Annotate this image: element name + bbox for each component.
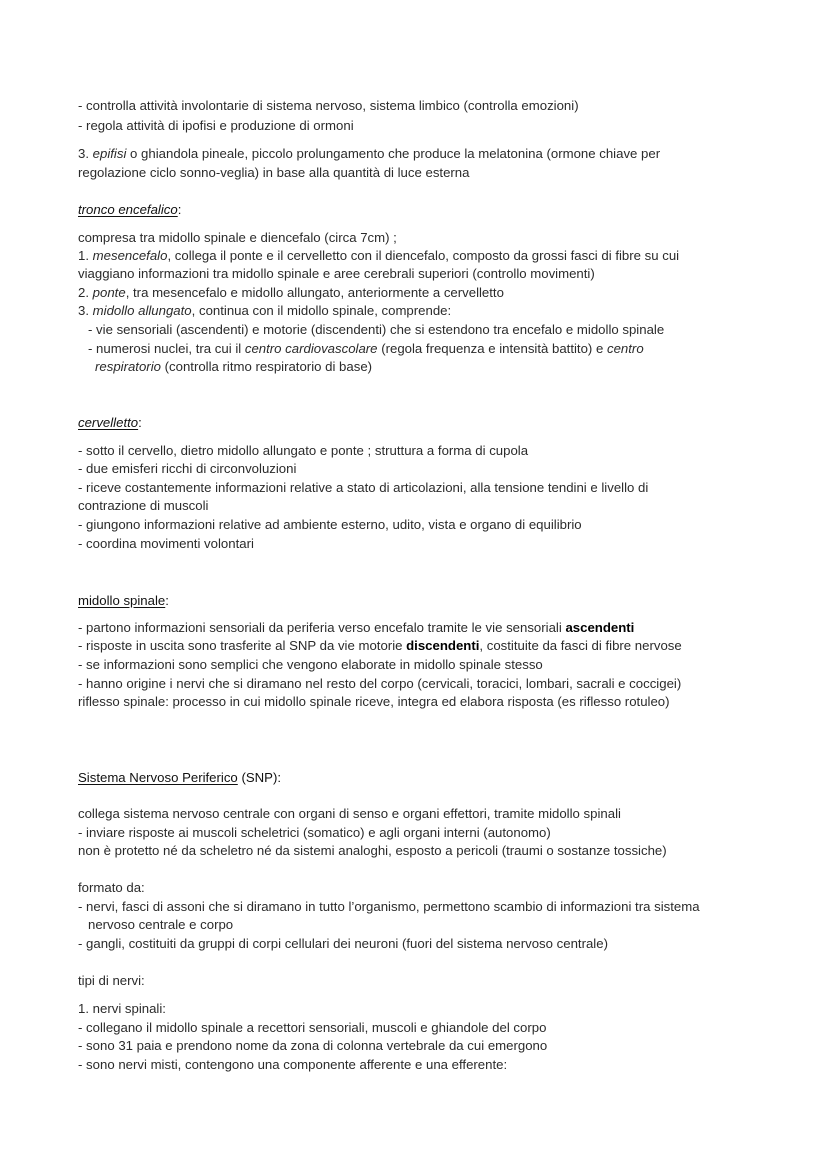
list-item: - se informazioni sono semplici che vengono elaborate in midollo spinale stesso <box>78 657 543 672</box>
list-item: - coordina movimenti volontari <box>78 536 254 551</box>
section-heading-cerebellum: cervelletto: <box>78 415 142 430</box>
text-line: - controlla attività involontarie di sistema nervoso, sistema limbico (controlla emozioni) <box>78 98 579 113</box>
list-item: - risposte in uscita sono trasferite al SNP da vie motorie discendenti, costituite da fasci di fibre nervose <box>78 638 682 653</box>
list-item: 2. ponte, tra mesencefalo e midollo allungato, anteriormente a cervelletto <box>78 285 504 300</box>
section-heading-snp: Sistema Nervoso Periferico (SNP): <box>78 770 282 785</box>
list-item: 1. nervi spinali: <box>78 1001 166 1016</box>
list-item: - sotto il cervello, dietro midollo allungato e ponte ; struttura a forma di cupola <box>78 443 529 458</box>
list-item: - inviare risposte ai muscoli scheletrici (somatico) e agli organi interni (autonomo) <box>78 825 551 840</box>
text-line: collega sistema nervoso centrale con organi di senso e organi effettori, tramite midollo spinali <box>78 806 621 821</box>
text-line: formato da: <box>78 880 145 895</box>
list-item: - gangli, costituiti da gruppi di corpi cellulari dei neuroni (fuori del sistema nervoso centrale) <box>78 936 608 951</box>
list-item: - sono 31 paia e prendono nome da zona di colonna vertebrale da cui emergono <box>78 1038 548 1053</box>
text-line: nervoso centrale e corpo <box>88 917 234 932</box>
section-heading-spinal-cord: midollo spinale: <box>78 593 169 608</box>
list-item: - numerosi nuclei, tra cui il centro cardiovascolare (regola frequenza e intensità battito) e centro <box>88 341 644 356</box>
list-item: - nervi, fasci di assoni che si diramano in tutto l’organismo, permettono scambio di informazioni tra sistema <box>78 899 700 914</box>
text-line: compresa tra midollo spinale e diencefalo (circa 7cm) ; <box>78 230 397 245</box>
text-line: non è protetto né da scheletro né da sistemi analoghi, esposto a pericoli (traumi o sostanze tossiche) <box>78 843 667 858</box>
text-line: regolazione ciclo sonno-veglia) in base alla quantità di luce esterna <box>78 165 470 180</box>
list-item: 1. mesencefalo, collega il ponte e il cervelletto con il diencefalo, composto da grossi fasci di fibre su cui <box>78 248 680 263</box>
text-line: viaggiano informazioni tra midollo spinale e aree cerebrali superiori (controllo movimenti) <box>78 266 595 281</box>
list-item: - riceve costantemente informazioni relative a stato di articolazioni, alla tensione tendini e livello di <box>78 480 649 495</box>
list-item: - sono nervi misti, contengono una componente afferente e una efferente: <box>78 1057 508 1072</box>
list-item: - due emisferi ricchi di circonvoluzioni <box>78 461 297 476</box>
list-item: - hanno origine i nervi che si diramano nel resto del corpo (cervicali, toracici, lombari, sacrali e coccigei) <box>78 676 682 691</box>
text-line: - regola attività di ipofisi e produzione di ormoni <box>78 118 354 133</box>
list-item: - giungono informazioni relative ad ambiente esterno, udito, vista e organo di equilibrio <box>78 517 582 532</box>
text-line: riflesso spinale: processo in cui midollo spinale riceve, integra ed elabora risposta (es riflesso rotuleo) <box>78 694 670 709</box>
list-item: - collegano il midollo spinale a recettori sensoriali, muscoli e ghiandole del corpo <box>78 1020 547 1035</box>
text-line: respiratorio (controlla ritmo respiratorio di base) <box>95 359 373 374</box>
list-item: 3. midollo allungato, continua con il midollo spinale, comprende: <box>78 303 452 318</box>
text-line: 3. epifisi o ghiandola pineale, piccolo prolungamento che produce la melatonina (ormone chiave per <box>78 146 661 161</box>
section-heading-brainstem: tronco encefalico: <box>78 202 182 217</box>
list-item: - vie sensoriali (ascendenti) e motorie (discendenti) che si estendono tra encefalo e midollo spinale <box>88 322 665 337</box>
list-item: - partono informazioni sensoriali da periferia verso encefalo tramite le vie sensoriali ascendenti <box>78 620 635 635</box>
text-line: contrazione di muscoli <box>78 498 209 513</box>
text-line: tipi di nervi: <box>78 973 145 988</box>
